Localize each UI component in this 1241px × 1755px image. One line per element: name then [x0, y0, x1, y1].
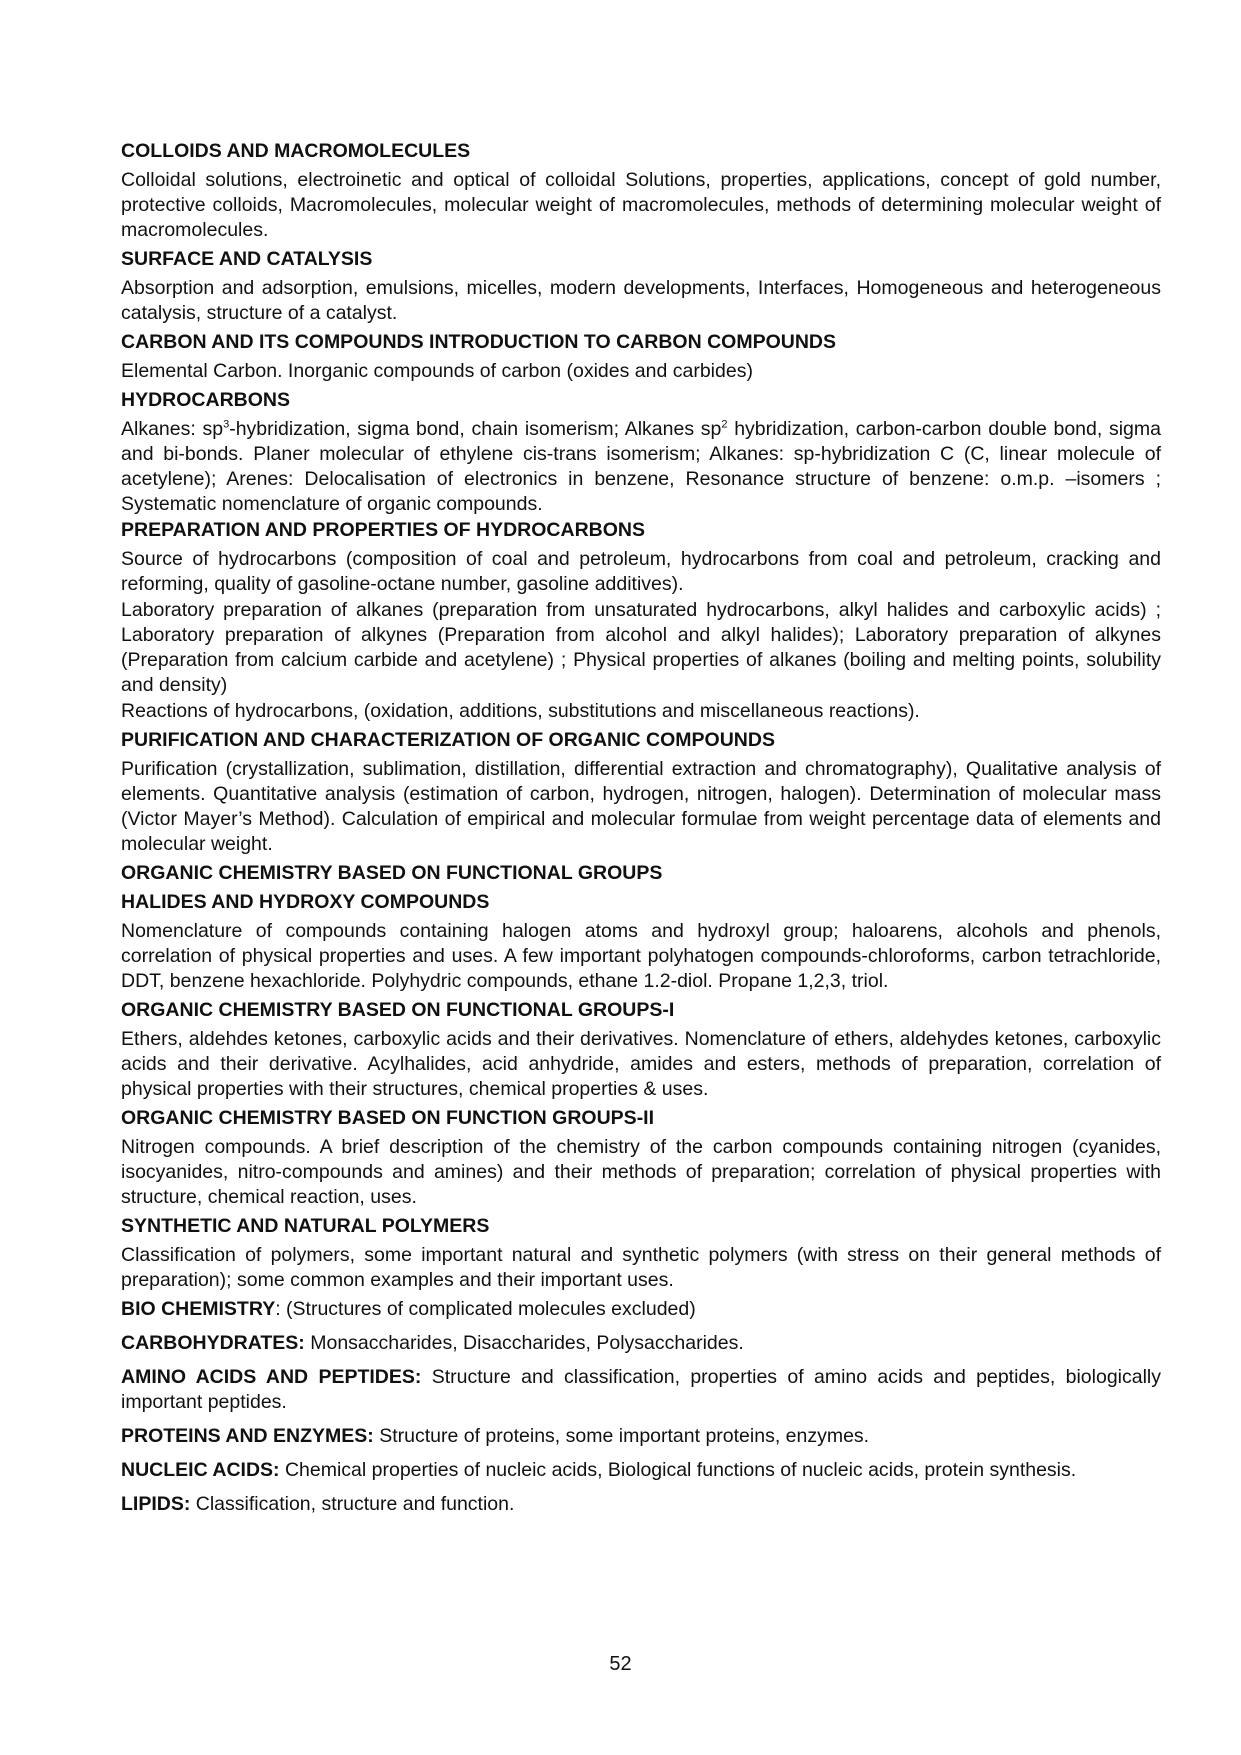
section-heading-functional-2: ORGANIC CHEMISTRY BASED ON FUNCTION GROUPS-II [121, 1107, 655, 1129]
amino-acids-heading: AMINO ACIDS AND PEPTIDES: [121, 1366, 422, 1388]
section-body-carbon: Elemental Carbon. Inorganic compounds of carbon (oxides and carbides) [121, 360, 753, 382]
document-page [121, 139, 1161, 1526]
section-heading-functional-1: ORGANIC CHEMISTRY BASED ON FUNCTIONAL GROUPS-I [121, 999, 675, 1021]
carbohydrates-heading: CARBOHYDRATES: [121, 1332, 305, 1354]
superscript-2: 2 [721, 418, 728, 431]
nucleic-acids-text: Chemical properties of nucleic acids, Biological functions of nucleic acids, protein synthesis. [279, 1459, 1077, 1481]
section-body-preparation-1: Source of hydrocarbons (composition of coal and petroleum, hydrocarbons from coal and petroleum, cracking and reforming, quality of gasoline-octane number, gasoline additives). [121, 548, 1161, 595]
proteins-heading: PROTEINS AND ENZYMES: [121, 1425, 374, 1447]
section-body-hydrocarbons [121, 417, 1161, 517]
hydrocarbons-text-c: hybridization, carbon-carbon double bond, sigma and bi-bonds. Planer molecular of ethylene cis-trans isomerism; Alkanes: sp-hybridization C (C, linear molecule of acetylene); Arenes: Delocalisation of electronics in benzene, Resonance structure of benzene: o.m.p. –isomers ; Systematic nomenclature of organic compounds. [121, 418, 1161, 515]
section-heading-carbon: CARBON AND ITS COMPOUNDS INTRODUCTION TO CARBON COMPOUNDS [121, 331, 836, 353]
carbohydrates-text: Monsaccharides, Disaccharides, Polysaccharides. [304, 1332, 744, 1354]
page-number: 52 [609, 1653, 632, 1675]
lipids-text: Classification, structure and function. [190, 1493, 515, 1515]
amino-acids-line [121, 1365, 1161, 1415]
section-heading-preparation: PREPARATION AND PROPERTIES OF HYDROCARBONS [121, 519, 646, 541]
hydrocarbons-text-a: Alkanes: sp [121, 418, 224, 440]
carbohydrates-line [121, 1331, 1161, 1356]
section-body-purification: Purification (crystallization, sublimation, distillation, differential extraction and chromatography), Qualitative analysis of elements. Quantitative analysis (estimation of carbon, hydrogen, nitrogen, halogen). Determination of molecular mass (Victor Mayer’s Method). Calculation of empirical and molecular formulae from weight percentage data of elements and molecular weight. [121, 758, 1161, 855]
section-body-functional-2: Nitrogen compounds. A brief description of the chemistry of the carbon compounds containing nitrogen (cyanides, isocyanides, nitro-compounds and amines) and their methods of preparation; correlation of physical properties with structure, chemical reaction, uses. [121, 1136, 1161, 1208]
biochemistry-text: : (Structures of complicated molecules excluded) [275, 1298, 696, 1320]
section-heading-purification: PURIFICATION AND CHARACTERIZATION OF ORGANIC COMPOUNDS [121, 729, 775, 751]
nucleic-acids-line [121, 1458, 1161, 1483]
proteins-text: Structure of proteins, some important proteins, enzymes. [373, 1425, 870, 1447]
amino-acids-text: Structure and classification, properties of amino acids and peptides, biologically important peptides. [121, 1366, 1162, 1413]
section-body-halides: Nomenclature of compounds containing halogen atoms and hydroxyl group; haloarens, alcohols and phenols, correlation of physical properties and uses. A few important polyhatogen compounds-chloroforms, carbon tetrachloride, DDT, benzene hexachloride. Polyhydric compounds, ethane 1.2-diol. Propane 1,2,3, triol. [121, 920, 1161, 992]
nucleic-acids-heading: NUCLEIC ACIDS: [121, 1459, 280, 1481]
section-heading-functional: ORGANIC CHEMISTRY BASED ON FUNCTIONAL GROUPS [121, 862, 663, 884]
section-heading-colloids: COLLOIDS AND MACROMOLECULES [121, 140, 471, 162]
section-heading-polymers: SYNTHETIC AND NATURAL POLYMERS [121, 1215, 490, 1237]
section-heading-halides: HALIDES AND HYDROXY COMPOUNDS [121, 891, 490, 913]
section-body-preparation-2: Laboratory preparation of alkanes (preparation from unsaturated hydrocarbons, alkyl halides and carboxylic acids) ; Laboratory preparation of alkynes (Preparation from alcohol and alkyl halides); Laboratory preparation of alkynes (Preparation from calcium carbide and acetylene) ; Physical properties of alkanes (boiling and melting points, solubility and density) [121, 599, 1161, 696]
biochemistry-line [121, 1297, 1161, 1322]
superscript-3: 3 [223, 418, 230, 431]
section-heading-hydrocarbons: HYDROCARBONS [121, 389, 291, 411]
lipids-heading: LIPIDS: [121, 1493, 191, 1515]
section-body-polymers: Classification of polymers, some important natural and synthetic polymers (with stress on their general methods of preparation); some common examples and their important uses. [121, 1244, 1161, 1291]
section-body-surface: Absorption and adsorption, emulsions, micelles, modern developments, Interfaces, Homogeneous and heterogeneous catalysis, structure of a catalyst. [121, 277, 1161, 324]
biochemistry-heading: BIO CHEMISTRY [121, 1298, 276, 1320]
section-heading-surface: SURFACE AND CATALYSIS [121, 248, 373, 270]
lipids-line [121, 1492, 1161, 1517]
section-body-functional-1: Ethers, aldehdes ketones, carboxylic acids and their derivatives. Nomenclature of ethers, aldehydes ketones, carboxylic acids and their derivative. Acylhalides, acid anhydride, amides and esters, methods of preparation, correlation of physical properties with their structures, chemical properties & uses. [121, 1028, 1161, 1100]
hydrocarbons-text-b: -hybridization, sigma bond, chain isomerism; Alkanes sp [229, 418, 722, 440]
section-body-colloids: Colloidal solutions, electroinetic and optical of colloidal Solutions, properties, applications, concept of gold number, protective colloids, Macromolecules, molecular weight of macromolecules, methods of determining molecular weight of macromolecules. [121, 169, 1161, 241]
proteins-line [121, 1424, 1161, 1449]
section-body-preparation-3: Reactions of hydrocarbons, (oxidation, additions, substitutions and miscellaneous reactions). [121, 700, 920, 722]
